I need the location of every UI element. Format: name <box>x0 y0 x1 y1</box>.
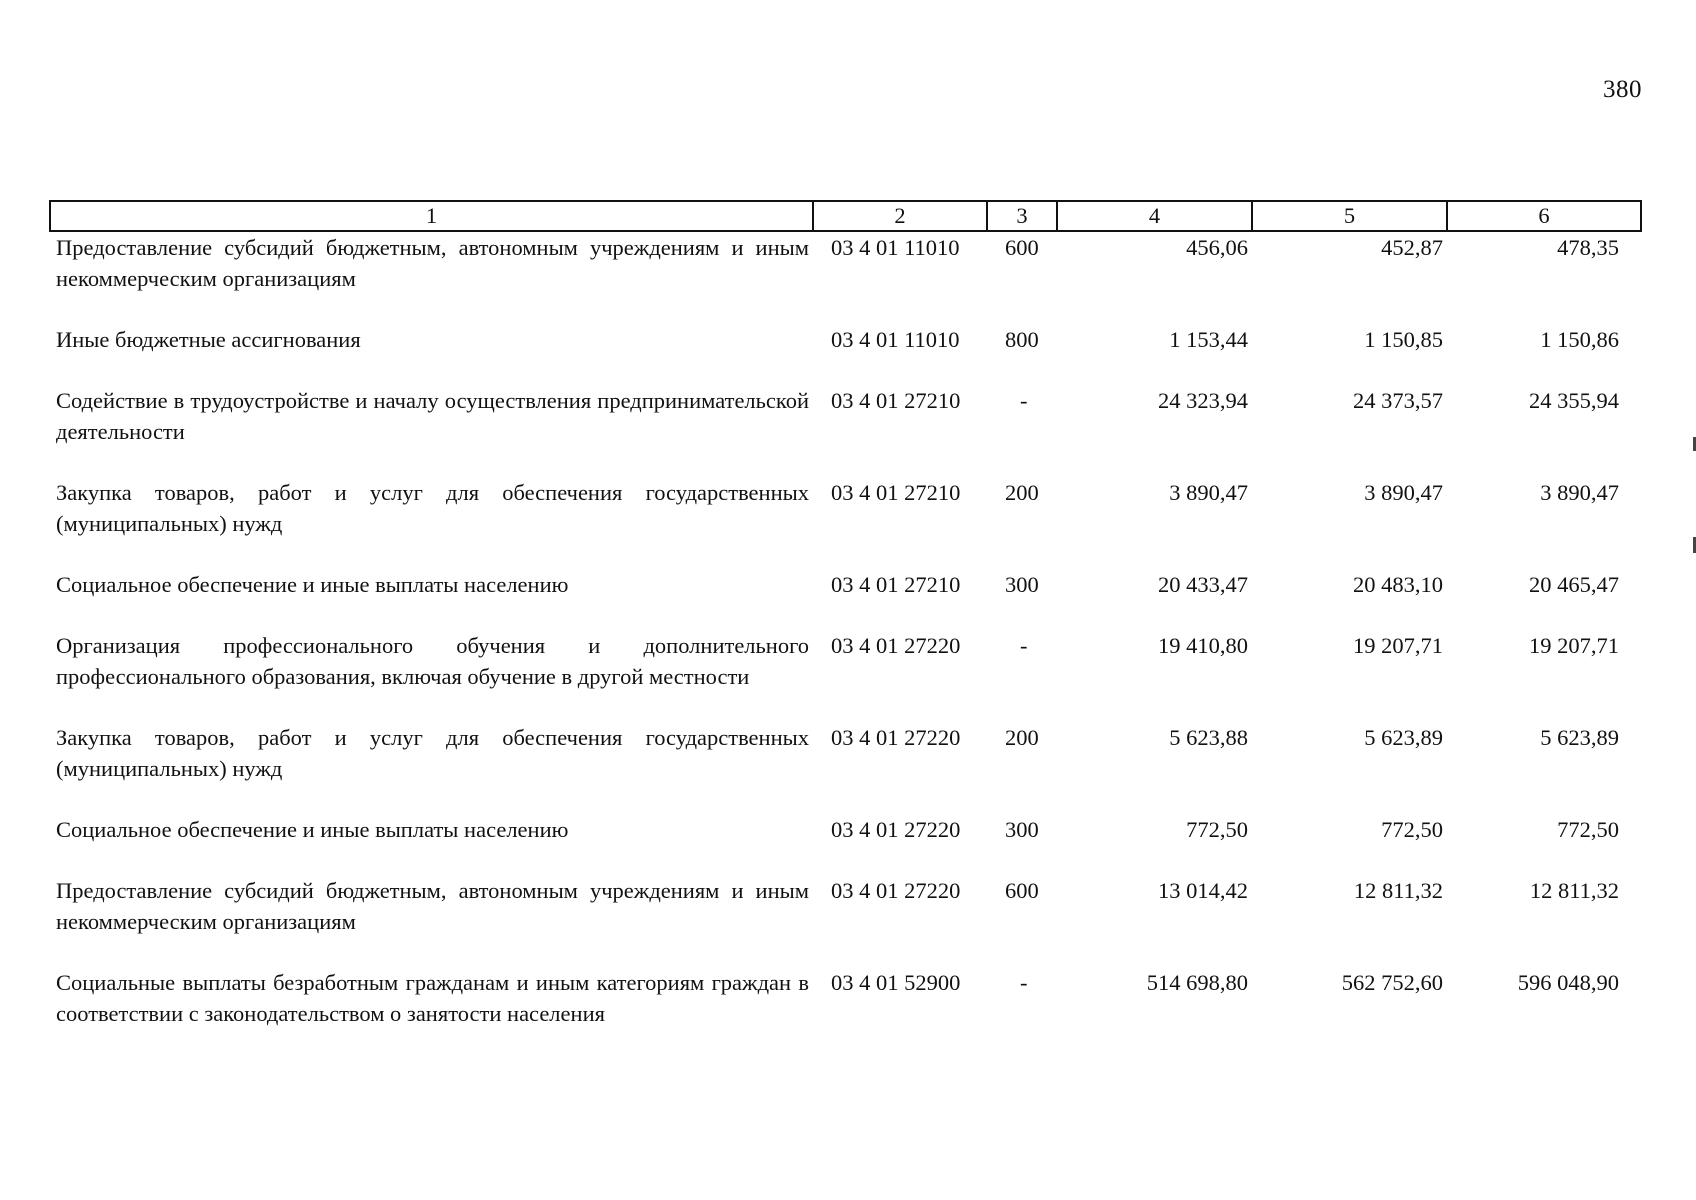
row-value-col6: 5 623,89 <box>1540 725 1619 750</box>
row-expense-type: - <box>1020 633 1028 658</box>
row-name: Социальное обеспечение и иные выплаты населению <box>56 572 569 597</box>
table-row <box>50 477 1641 569</box>
row-value-col6: 1 150,86 <box>1540 327 1619 352</box>
row-expense-type: 200 <box>1005 480 1039 505</box>
row-name: Социальные выплаты безработным гражданам и иным категориям граждан в соответствии с законодательством о занятости населения <box>56 970 809 1026</box>
row-code: 03 4 01 27210 <box>831 480 961 505</box>
table-row <box>50 875 1641 967</box>
row-name: Иные бюджетные ассигнования <box>56 327 361 352</box>
row-value-col5: 19 207,71 <box>1353 633 1443 658</box>
table-body <box>50 231 1641 1059</box>
row-value-col4: 514 698,80 <box>1146 970 1248 995</box>
table-row <box>50 967 1641 1059</box>
row-value-col6: 596 048,90 <box>1517 970 1619 995</box>
row-value-col6: 478,35 <box>1557 235 1619 260</box>
row-code: 03 4 01 11010 <box>831 235 960 260</box>
header-col-5: 5 <box>1252 201 1447 231</box>
row-value-col4: 456,06 <box>1186 235 1248 260</box>
row-expense-type: - <box>1020 388 1028 413</box>
row-code: 03 4 01 11010 <box>831 327 960 352</box>
table-row <box>50 630 1641 722</box>
row-value-col5: 3 890,47 <box>1364 480 1443 505</box>
table-row <box>50 385 1641 477</box>
row-value-col5: 12 811,32 <box>1353 878 1443 903</box>
row-value-col6: 772,50 <box>1557 817 1619 842</box>
row-name: Закупка товаров, работ и услуг для обеспечения государственных (муниципальных) нужд <box>56 725 809 781</box>
row-name: Закупка товаров, работ и услуг для обеспечения государственных (муниципальных) нужд <box>56 480 809 536</box>
header-row <box>50 201 1641 231</box>
row-value-col4: 3 890,47 <box>1169 480 1248 505</box>
row-code: 03 4 01 27220 <box>831 633 961 658</box>
row-code: 03 4 01 27220 <box>831 725 961 750</box>
row-expense-type: 200 <box>1005 725 1039 750</box>
row-value-col4: 772,50 <box>1186 817 1248 842</box>
row-code: 03 4 01 52900 <box>831 970 961 995</box>
row-name: Предоставление субсидий бюджетным, автономным учреждениям и иным некоммерческим организациям <box>56 235 809 291</box>
row-value-col5: 1 150,85 <box>1364 327 1443 352</box>
row-value-col5: 24 373,57 <box>1353 388 1443 413</box>
row-expense-type: 300 <box>1005 817 1039 842</box>
row-value-col6: 12 811,32 <box>1529 878 1619 903</box>
row-value-col5: 452,87 <box>1381 235 1443 260</box>
row-name: Организация профессионального обучения и дополнительного профессионального образования, включая обучение в другой местности <box>56 633 809 689</box>
row-value-col4: 5 623,88 <box>1169 725 1248 750</box>
row-value-col5: 562 752,60 <box>1341 970 1443 995</box>
row-name: Содействие в трудоустройстве и началу осуществления предпринимательской деятельности <box>56 388 809 444</box>
row-expense-type: 600 <box>1005 235 1039 260</box>
row-name: Предоставление субсидий бюджетным, автономным учреждениям и иным некоммерческим организациям <box>56 878 809 934</box>
row-value-col4: 20 433,47 <box>1158 572 1248 597</box>
table-row <box>50 814 1641 875</box>
header-col-1: 1 <box>50 201 813 231</box>
row-value-col6: 19 207,71 <box>1529 633 1619 658</box>
row-value-col4: 19 410,80 <box>1158 633 1248 658</box>
row-name: Социальное обеспечение и иные выплаты населению <box>56 817 569 842</box>
header-col-2: 2 <box>813 201 987 231</box>
budget-table <box>49 200 1642 1059</box>
row-value-col4: 1 153,44 <box>1169 327 1248 352</box>
row-value-col5: 20 483,10 <box>1353 572 1443 597</box>
row-code: 03 4 01 27210 <box>831 388 961 413</box>
table-header <box>50 201 1641 231</box>
row-code: 03 4 01 27210 <box>831 572 961 597</box>
row-expense-type: 300 <box>1005 572 1039 597</box>
row-value-col5: 772,50 <box>1381 817 1443 842</box>
header-col-6: 6 <box>1447 201 1641 231</box>
table-row <box>50 722 1641 814</box>
row-expense-type: 600 <box>1005 878 1039 903</box>
row-code: 03 4 01 27220 <box>831 817 961 842</box>
header-col-3: 3 <box>987 201 1057 231</box>
page-number: 380 <box>1603 76 1642 103</box>
table-row <box>50 569 1641 630</box>
table-row <box>50 231 1641 324</box>
row-value-col4: 13 014,42 <box>1158 878 1248 903</box>
row-expense-type: 800 <box>1005 327 1039 352</box>
row-value-col4: 24 323,94 <box>1158 388 1248 413</box>
row-expense-type: - <box>1020 970 1028 995</box>
row-code: 03 4 01 27220 <box>831 878 961 903</box>
row-value-col5: 5 623,89 <box>1364 725 1443 750</box>
row-value-col6: 24 355,94 <box>1529 388 1619 413</box>
header-col-4: 4 <box>1057 201 1252 231</box>
table-row <box>50 324 1641 385</box>
row-value-col6: 3 890,47 <box>1540 480 1619 505</box>
row-value-col6: 20 465,47 <box>1529 572 1619 597</box>
